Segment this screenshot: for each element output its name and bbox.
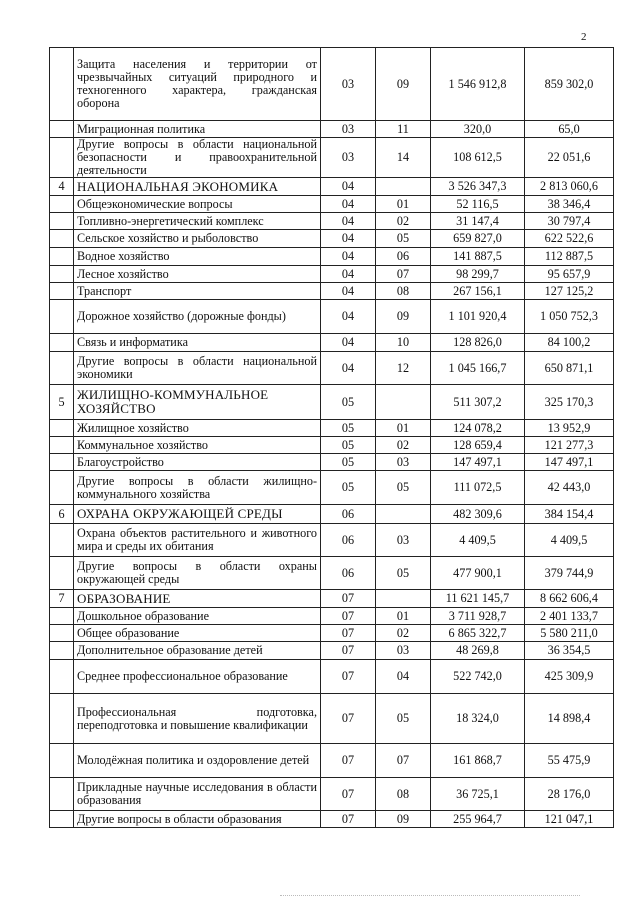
row-number (50, 608, 74, 625)
section-code: 05 (321, 420, 376, 437)
value-approved: 31 147,4 (431, 213, 525, 230)
subsection-code: 03 (376, 454, 431, 471)
table-section-row (50, 590, 614, 608)
subsection-code: 03 (376, 524, 431, 557)
section-code: 04 (321, 230, 376, 248)
section-code: 03 (321, 121, 376, 138)
section-code: 07 (321, 811, 376, 828)
subsection-code: 08 (376, 778, 431, 811)
value-approved: 128 826,0 (431, 334, 525, 352)
value-approved: 511 307,2 (431, 385, 525, 420)
row-number (50, 48, 74, 121)
table-row (50, 454, 614, 471)
row-number (50, 352, 74, 385)
section-code: 04 (321, 178, 376, 196)
value-executed: 84 100,2 (525, 334, 614, 352)
row-name: Жилищное хозяйство (74, 420, 321, 437)
table-row (50, 48, 614, 121)
subsection-code: 01 (376, 196, 431, 213)
row-name: Молодёжная политика и оздоровление детей (74, 744, 321, 778)
value-executed: 38 346,4 (525, 196, 614, 213)
table-row (50, 138, 614, 178)
subsection-code (376, 385, 431, 420)
row-name: Топливно-энергетический комплекс (74, 213, 321, 230)
value-executed: 859 302,0 (525, 48, 614, 121)
section-code: 04 (321, 266, 376, 283)
section-code: 06 (321, 524, 376, 557)
value-approved: 4 409,5 (431, 524, 525, 557)
section-code: 07 (321, 642, 376, 660)
section-code: 04 (321, 300, 376, 334)
subsection-code: 05 (376, 230, 431, 248)
row-name: Защита населения и территории от чрезвычайных ситуаций природного и техногенного характера, гражданская оборона (74, 48, 321, 121)
subsection-code: 11 (376, 121, 431, 138)
value-executed: 1 050 752,3 (525, 300, 614, 334)
section-code: 04 (321, 213, 376, 230)
section-code: 03 (321, 48, 376, 121)
row-number (50, 660, 74, 694)
row-number (50, 778, 74, 811)
row-name: Другие вопросы в области жилищно-коммунального хозяйства (74, 471, 321, 505)
row-number (50, 454, 74, 471)
subsection-code: 05 (376, 694, 431, 744)
row-name: Профессиональная подготовка, переподготовка и повышение квалификации (74, 694, 321, 744)
table-row (50, 642, 614, 660)
row-number (50, 437, 74, 454)
row-name: Связь и информатика (74, 334, 321, 352)
row-number: 6 (50, 505, 74, 524)
table-row (50, 694, 614, 744)
row-name: Другие вопросы в области охраны окружающей среды (74, 557, 321, 590)
value-executed: 14 898,4 (525, 694, 614, 744)
value-executed: 30 797,4 (525, 213, 614, 230)
subsection-code: 05 (376, 557, 431, 590)
value-executed: 121 277,3 (525, 437, 614, 454)
table-row (50, 248, 614, 266)
value-executed: 55 475,9 (525, 744, 614, 778)
value-approved: 48 269,8 (431, 642, 525, 660)
value-approved: 52 116,5 (431, 196, 525, 213)
table-row (50, 213, 614, 230)
value-executed: 65,0 (525, 121, 614, 138)
value-executed: 121 047,1 (525, 811, 614, 828)
row-name: Водное хозяйство (74, 248, 321, 266)
value-approved: 1 101 920,4 (431, 300, 525, 334)
section-code: 07 (321, 625, 376, 642)
subsection-code: 01 (376, 420, 431, 437)
value-executed: 28 176,0 (525, 778, 614, 811)
section-code: 06 (321, 557, 376, 590)
row-number (50, 744, 74, 778)
row-name: ЖИЛИЩНО-КОММУНАЛЬНОЕ ХОЗЯЙСТВО (74, 385, 321, 420)
table-row (50, 437, 614, 454)
value-executed: 2 813 060,6 (525, 178, 614, 196)
value-approved: 128 659,4 (431, 437, 525, 454)
value-executed: 384 154,4 (525, 505, 614, 524)
table-row (50, 625, 614, 642)
section-code: 06 (321, 505, 376, 524)
table-row (50, 608, 614, 625)
value-approved: 108 612,5 (431, 138, 525, 178)
row-number (50, 811, 74, 828)
row-number: 5 (50, 385, 74, 420)
value-executed: 36 354,5 (525, 642, 614, 660)
row-name: Сельское хозяйство и рыболовство (74, 230, 321, 248)
row-number (50, 213, 74, 230)
row-name: Общее образование (74, 625, 321, 642)
value-approved: 1 546 912,8 (431, 48, 525, 121)
section-code: 04 (321, 196, 376, 213)
value-approved: 3 526 347,3 (431, 178, 525, 196)
section-code: 07 (321, 778, 376, 811)
section-code: 05 (321, 437, 376, 454)
section-code: 05 (321, 454, 376, 471)
subsection-code (376, 590, 431, 608)
row-number: 4 (50, 178, 74, 196)
row-number (50, 196, 74, 213)
subsection-code: 04 (376, 660, 431, 694)
subsection-code: 09 (376, 300, 431, 334)
row-number (50, 300, 74, 334)
value-approved: 477 900,1 (431, 557, 525, 590)
section-code: 05 (321, 471, 376, 505)
section-code: 07 (321, 590, 376, 608)
row-number: 7 (50, 590, 74, 608)
row-name: Транспорт (74, 283, 321, 300)
row-name: Другие вопросы в области национальной экономики (74, 352, 321, 385)
subsection-code: 07 (376, 744, 431, 778)
value-executed: 650 871,1 (525, 352, 614, 385)
value-approved: 320,0 (431, 121, 525, 138)
row-number (50, 557, 74, 590)
value-executed: 4 409,5 (525, 524, 614, 557)
value-executed: 13 952,9 (525, 420, 614, 437)
subsection-code: 02 (376, 625, 431, 642)
section-code: 07 (321, 608, 376, 625)
scan-artifact-line (280, 895, 580, 900)
subsection-code: 09 (376, 811, 431, 828)
row-name: Охрана объектов растительного и животного мира и среды их обитания (74, 524, 321, 557)
value-approved: 255 964,7 (431, 811, 525, 828)
table-row (50, 230, 614, 248)
row-number (50, 471, 74, 505)
row-number (50, 230, 74, 248)
row-name: Коммунальное хозяйство (74, 437, 321, 454)
row-name: Общеэкономические вопросы (74, 196, 321, 213)
subsection-code: 06 (376, 248, 431, 266)
row-name: Дорожное хозяйство (дорожные фонды) (74, 300, 321, 334)
section-code: 07 (321, 660, 376, 694)
table-row (50, 778, 614, 811)
row-number (50, 138, 74, 178)
table-row (50, 196, 614, 213)
table-row (50, 471, 614, 505)
row-number (50, 694, 74, 744)
value-approved: 3 711 928,7 (431, 608, 525, 625)
value-executed: 127 125,2 (525, 283, 614, 300)
row-name: Прикладные научные исследования в области образования (74, 778, 321, 811)
row-name: Другие вопросы в области национальной безопасности и правоохранительной деятельности (74, 138, 321, 178)
value-approved: 6 865 322,7 (431, 625, 525, 642)
table-row (50, 283, 614, 300)
table-row (50, 524, 614, 557)
budget-table (49, 47, 614, 828)
subsection-code: 02 (376, 437, 431, 454)
subsection-code: 12 (376, 352, 431, 385)
section-code: 07 (321, 694, 376, 744)
subsection-code: 09 (376, 48, 431, 121)
value-executed: 95 657,9 (525, 266, 614, 283)
value-executed: 2 401 133,7 (525, 608, 614, 625)
value-approved: 482 309,6 (431, 505, 525, 524)
value-approved: 147 497,1 (431, 454, 525, 471)
table-section-row (50, 178, 614, 196)
row-number (50, 420, 74, 437)
row-number (50, 266, 74, 283)
row-number (50, 283, 74, 300)
value-executed: 622 522,6 (525, 230, 614, 248)
subsection-code: 14 (376, 138, 431, 178)
row-number (50, 248, 74, 266)
row-name: Миграционная политика (74, 121, 321, 138)
table-row (50, 352, 614, 385)
row-name: НАЦИОНАЛЬНАЯ ЭКОНОМИКА (74, 178, 321, 196)
subsection-code (376, 505, 431, 524)
section-code: 05 (321, 385, 376, 420)
value-approved: 124 078,2 (431, 420, 525, 437)
row-number (50, 524, 74, 557)
value-approved: 1 045 166,7 (431, 352, 525, 385)
value-approved: 659 827,0 (431, 230, 525, 248)
value-approved: 11 621 145,7 (431, 590, 525, 608)
subsection-code (376, 178, 431, 196)
row-name: Благоустройство (74, 454, 321, 471)
table-section-row (50, 385, 614, 420)
section-code: 07 (321, 744, 376, 778)
table-row (50, 660, 614, 694)
value-executed: 112 887,5 (525, 248, 614, 266)
value-executed: 379 744,9 (525, 557, 614, 590)
section-code: 04 (321, 283, 376, 300)
section-code: 04 (321, 334, 376, 352)
value-approved: 522 742,0 (431, 660, 525, 694)
value-executed: 22 051,6 (525, 138, 614, 178)
row-number (50, 642, 74, 660)
value-executed: 147 497,1 (525, 454, 614, 471)
value-approved: 36 725,1 (431, 778, 525, 811)
subsection-code: 10 (376, 334, 431, 352)
table-row (50, 557, 614, 590)
value-executed: 425 309,9 (525, 660, 614, 694)
value-approved: 111 072,5 (431, 471, 525, 505)
section-code: 03 (321, 138, 376, 178)
value-executed: 325 170,3 (525, 385, 614, 420)
row-number (50, 121, 74, 138)
subsection-code: 02 (376, 213, 431, 230)
section-code: 04 (321, 248, 376, 266)
value-approved: 141 887,5 (431, 248, 525, 266)
row-name: Другие вопросы в области образования (74, 811, 321, 828)
row-name: Дошкольное образование (74, 608, 321, 625)
row-number (50, 625, 74, 642)
value-approved: 18 324,0 (431, 694, 525, 744)
subsection-code: 08 (376, 283, 431, 300)
table-row (50, 334, 614, 352)
row-name: ОХРАНА ОКРУЖАЮЩЕЙ СРЕДЫ (74, 505, 321, 524)
value-approved: 267 156,1 (431, 283, 525, 300)
value-executed: 42 443,0 (525, 471, 614, 505)
value-executed: 5 580 211,0 (525, 625, 614, 642)
subsection-code: 03 (376, 642, 431, 660)
row-name: ОБРАЗОВАНИЕ (74, 590, 321, 608)
table-row (50, 744, 614, 778)
subsection-code: 05 (376, 471, 431, 505)
value-executed: 8 662 606,4 (525, 590, 614, 608)
table-row (50, 420, 614, 437)
table-section-row (50, 505, 614, 524)
subsection-code: 01 (376, 608, 431, 625)
table-row (50, 300, 614, 334)
value-approved: 98 299,7 (431, 266, 525, 283)
row-name: Лесное хозяйство (74, 266, 321, 283)
row-name: Среднее профессиональное образование (74, 660, 321, 694)
value-approved: 161 868,7 (431, 744, 525, 778)
subsection-code: 07 (376, 266, 431, 283)
row-name: Дополнительное образование детей (74, 642, 321, 660)
row-number (50, 334, 74, 352)
section-code: 04 (321, 352, 376, 385)
table-body (50, 48, 614, 828)
table-row (50, 121, 614, 138)
table-row (50, 266, 614, 283)
table-row (50, 811, 614, 828)
page-number: 2 (581, 31, 587, 43)
